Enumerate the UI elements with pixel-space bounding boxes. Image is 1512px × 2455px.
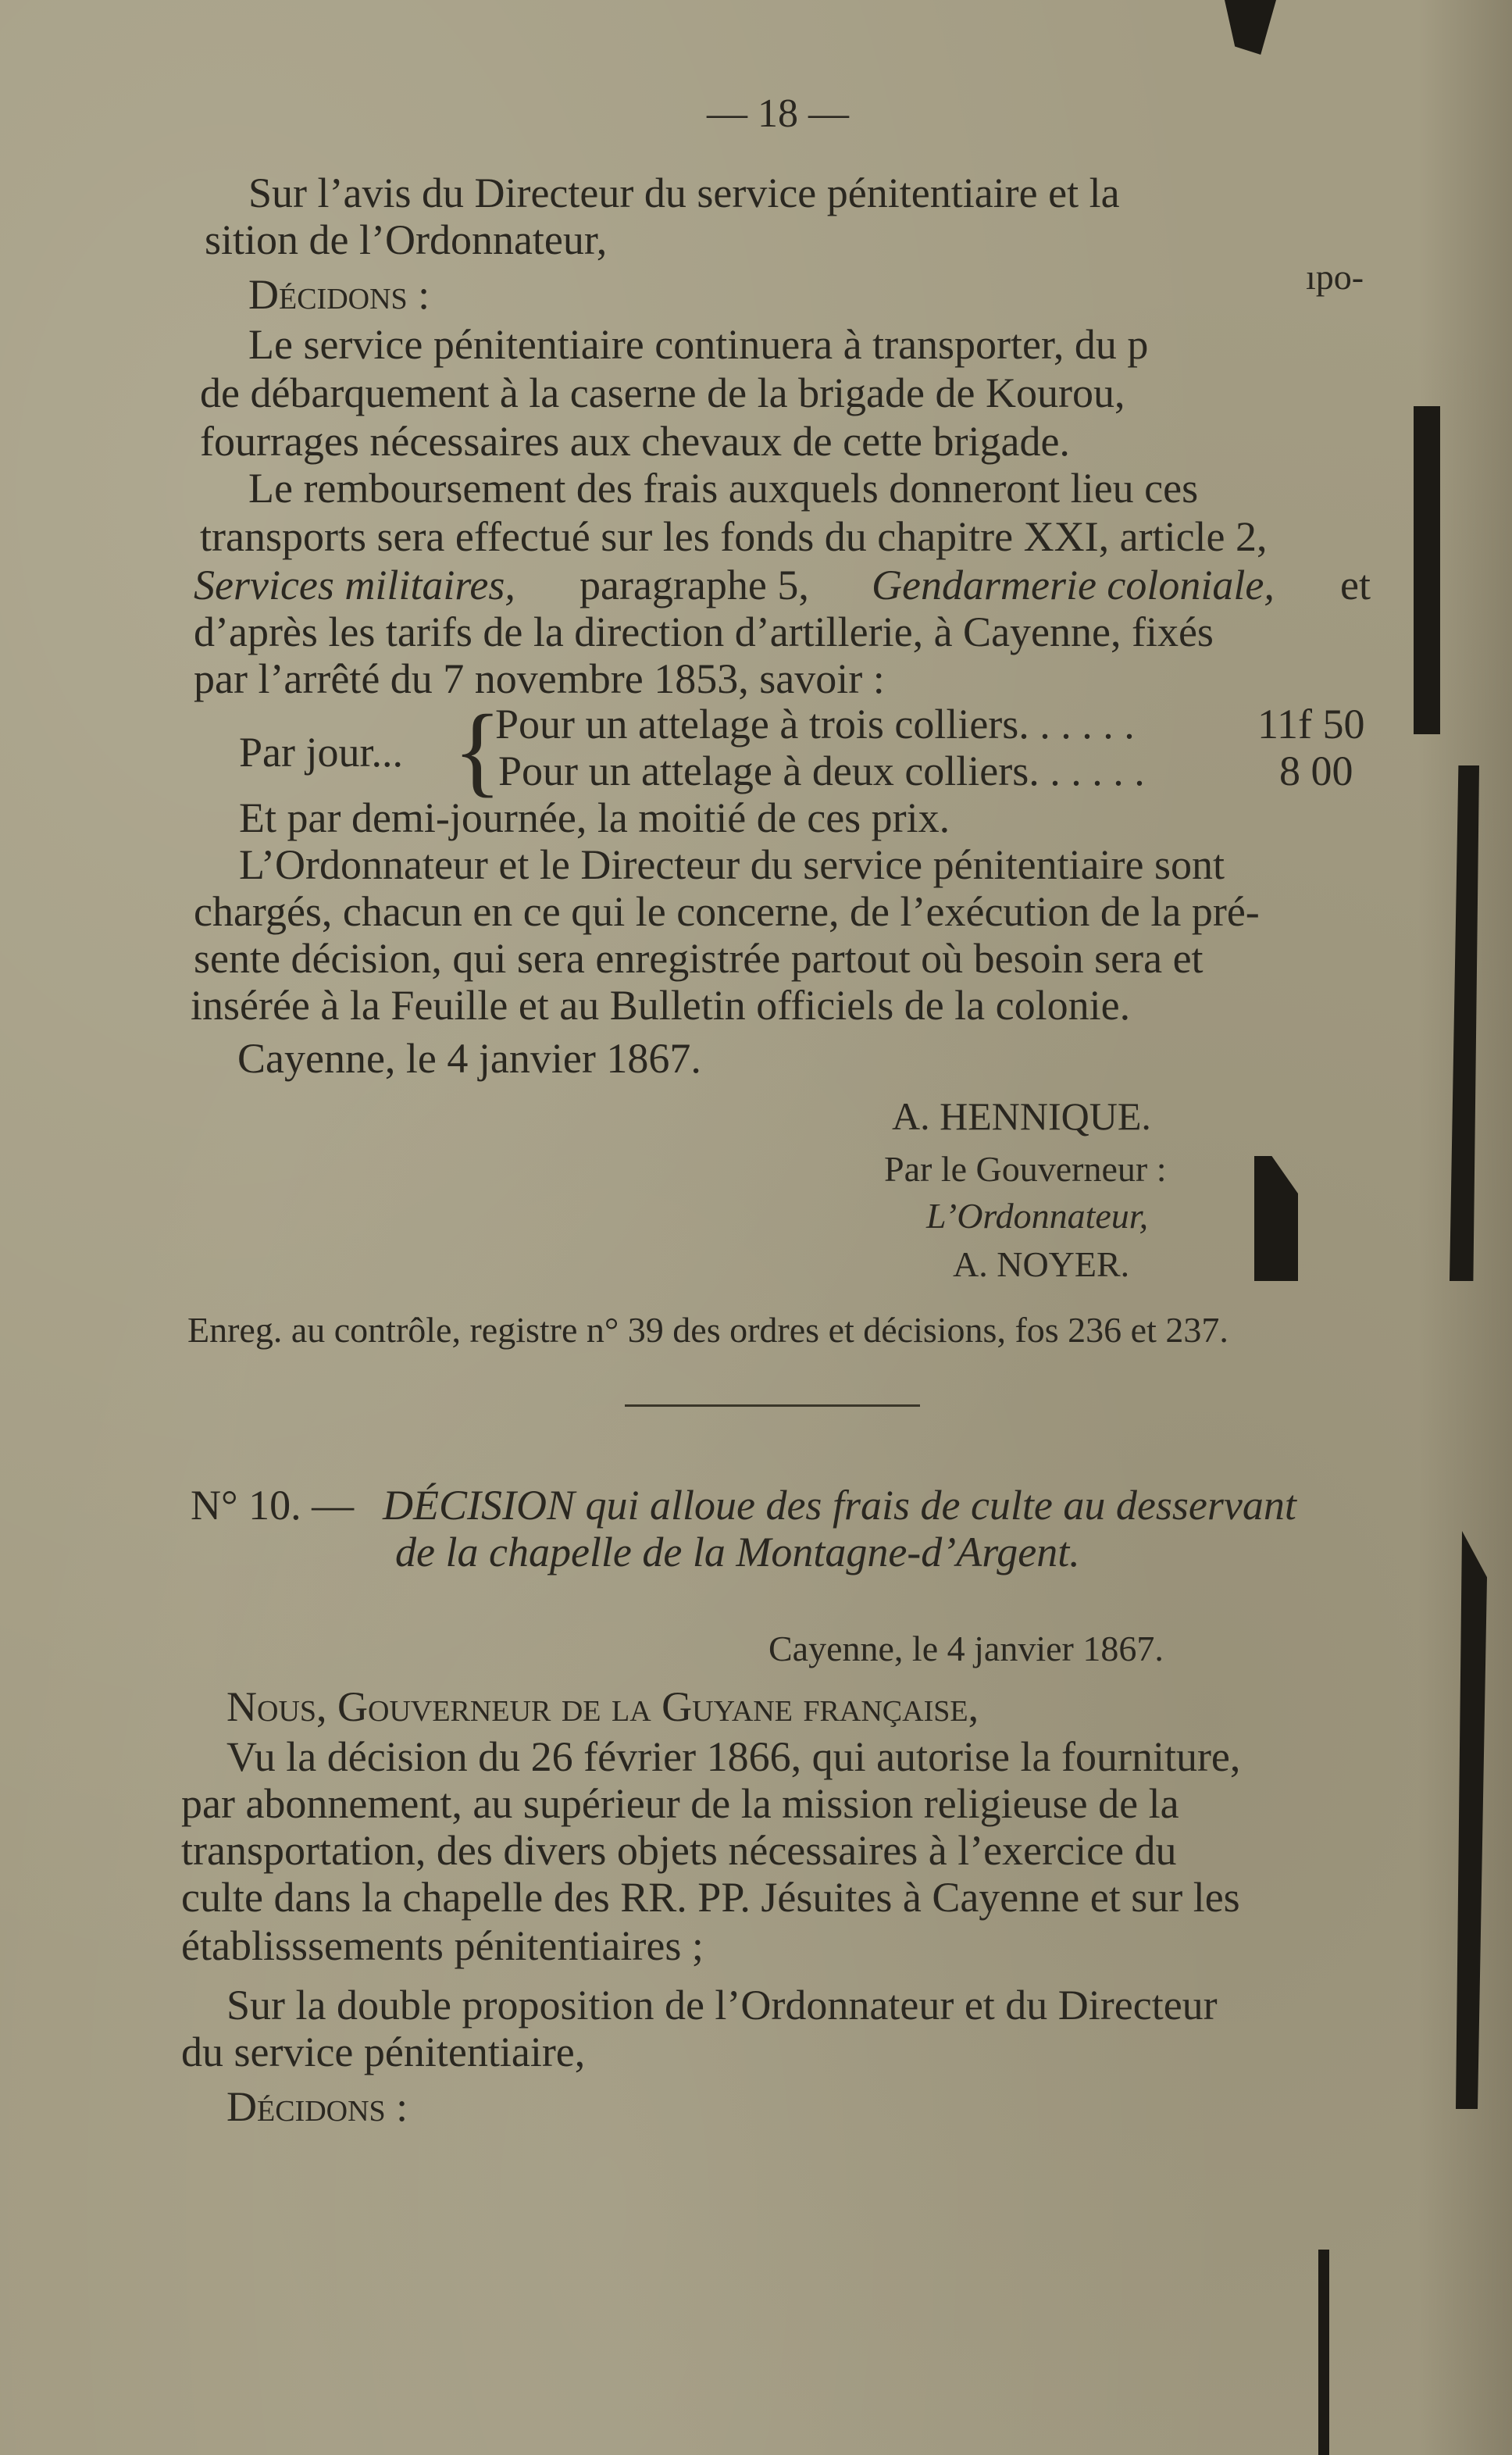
- text-line: établisssements pénitentiaires ;: [181, 1922, 704, 1969]
- page-number: — 18 —: [707, 91, 849, 136]
- date-line: Cayenne, le 4 janvier 1867.: [768, 1629, 1164, 1668]
- decidons-heading: Décidons :: [226, 2083, 408, 2130]
- text-line: Vu la décision du 26 février 1866, qui autorise la fourniture,: [226, 1733, 1241, 1780]
- torn-edge-mark: [1318, 2250, 1329, 2455]
- signature-name2: A. NOYER.: [953, 1244, 1130, 1284]
- torn-edge-mark: [1414, 406, 1440, 734]
- tariff-row-text: Pour un attelage à trois colliers. . . . . .: [495, 701, 1135, 748]
- italic-gendarmerie: Gendarmerie coloniale,: [872, 562, 1275, 608]
- text-line: du service pénitentiaire,: [181, 2029, 586, 2075]
- text-line: d’après les tarifs de la direction d’artillerie, à Cayenne, fixés: [194, 608, 1214, 655]
- date-line: Cayenne, le 4 janvier 1867.: [237, 1035, 701, 1082]
- decision-title-line2: de la chapelle de la Montagne-d’Argent.: [395, 1529, 1080, 1575]
- tariff-label: Par jour...: [239, 729, 403, 776]
- text-line: fourrages nécessaires aux chevaux de cette brigade.: [200, 418, 1070, 465]
- text-line: Et par demi-journée, la moitié de ces prix.: [239, 794, 950, 841]
- text-line: par abonnement, au supérieur de la mission religieuse de la: [181, 1780, 1179, 1827]
- text-line: Le service pénitentiaire continuera à transporter, du p: [248, 321, 1149, 368]
- text-line: sition de l’Ordonnateur,: [205, 216, 608, 263]
- text-line: par l’arrêté du 7 novembre 1853, savoir :: [194, 655, 885, 702]
- margin-fragment: ıpo-: [1306, 257, 1364, 297]
- text-line: L’Ordonnateur et le Directeur du service pénitentiaire sont: [239, 841, 1225, 888]
- text-line: Le remboursement des frais auxquels donneront lieu ces: [248, 465, 1199, 512]
- brace-icon: {: [453, 694, 502, 807]
- text-line: Sur la double proposition de l’Ordonnateur et du Directeur: [226, 1982, 1218, 2029]
- torn-edge-mark: [1254, 1156, 1298, 1281]
- text-line: chargés, chacun en ce qui le concerne, de l’exécution de la pré-: [194, 888, 1260, 935]
- italic-services: Services militaires,: [194, 562, 515, 608]
- text-line: et: [1340, 562, 1371, 608]
- signature-byline: Par le Gouverneur :: [884, 1149, 1167, 1189]
- torn-edge-mark: [1225, 0, 1276, 55]
- signature-name: A. HENNIQUE.: [892, 1094, 1151, 1138]
- text-line: sente décision, qui sera enregistrée partout où besoin sera et: [194, 935, 1204, 982]
- decidons-heading: Décidons :: [248, 271, 430, 318]
- decision-number: N° 10. —: [191, 1482, 355, 1529]
- text-line: transportation, des divers objets nécessaires à l’exercice du: [181, 1827, 1177, 1874]
- signature-title: L’Ordonnateur,: [926, 1196, 1149, 1236]
- text-line: paragraphe 5,: [579, 562, 809, 608]
- tariff-row-value: 8 00: [1279, 748, 1353, 794]
- text-line: culte dans la chapelle des RR. PP. Jésuites à Cayenne et sur les: [181, 1874, 1240, 1921]
- decision-title-line1: DÉCISION qui alloue des frais de culte au desservant: [383, 1482, 1296, 1529]
- text-line: insérée à la Feuille et au Bulletin officiels de la colonie.: [191, 982, 1131, 1029]
- tariff-row-value: 11f 50: [1257, 701, 1365, 748]
- section-divider: [625, 1404, 920, 1407]
- text-line: Sur l’avis du Directeur du service pénitentiaire et la: [248, 169, 1120, 216]
- tariff-row-text: Pour un attelage à deux colliers. . . . . .: [498, 748, 1145, 794]
- text-line: Nous, Gouverneur de la Guyane française,: [226, 1683, 979, 1730]
- registration-line: Enreg. au contrôle, registre n° 39 des ordres et décisions, fos 236 et 237.: [187, 1310, 1228, 1350]
- text-line: transports sera effectué sur les fonds du chapitre XXI, article 2,: [200, 513, 1268, 560]
- text-line: de débarquement à la caserne de la brigade de Kourou,: [200, 369, 1125, 416]
